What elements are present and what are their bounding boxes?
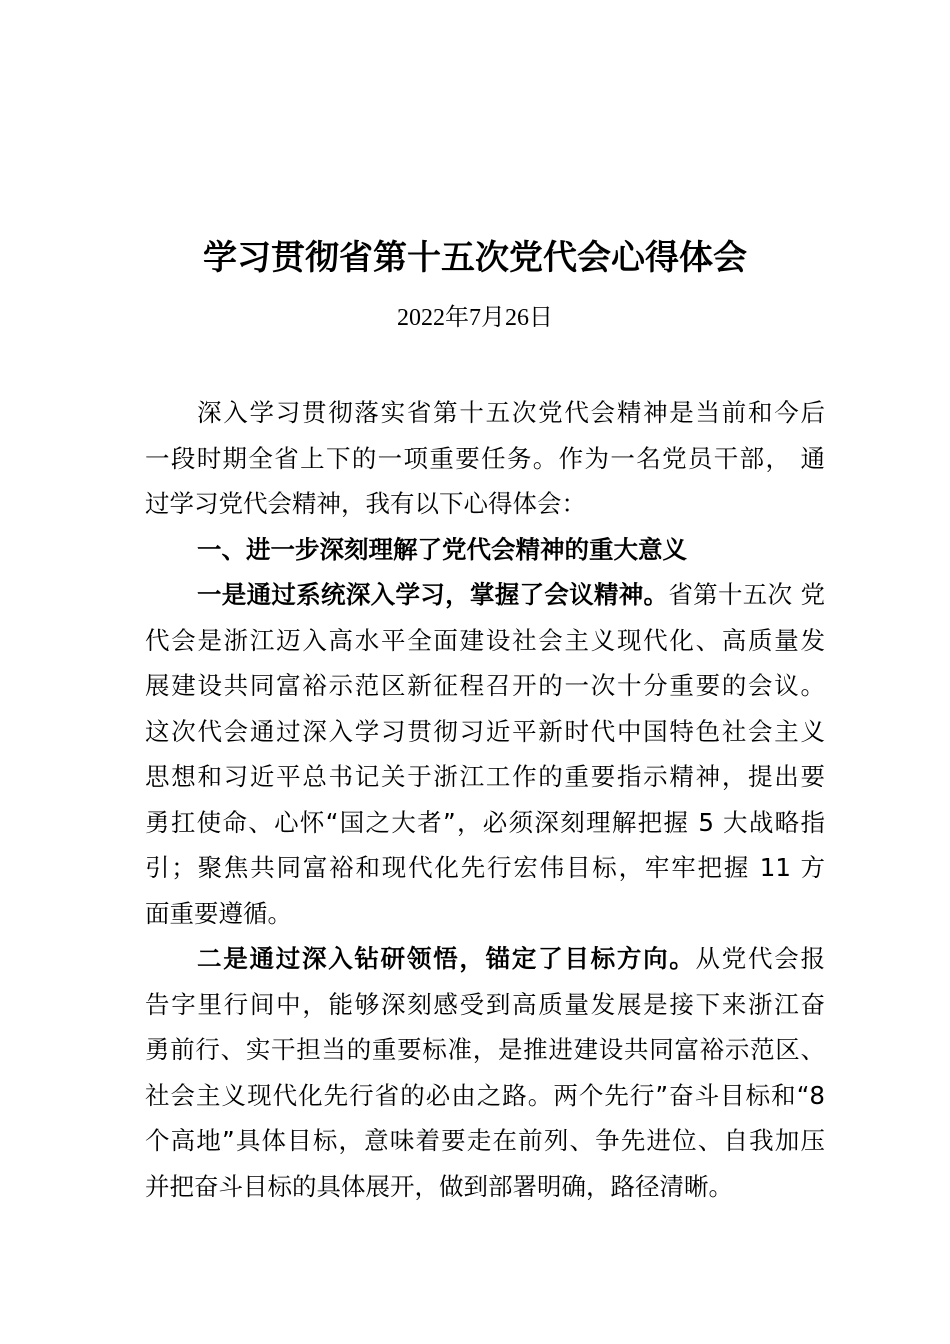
text-line [145, 1073, 825, 1119]
line-text: 代会是浙江迈入高水平全面建设社会主义现代化、高质量发 [145, 625, 825, 655]
text-line [145, 845, 825, 891]
line-text: 从党代会报 [695, 944, 826, 973]
text-line [145, 663, 825, 709]
line-text: 展建设共同富裕示范区新征程召开的一次十分重要的会议。 [145, 671, 825, 700]
text-line [145, 1027, 825, 1073]
text-line [145, 572, 825, 618]
text-line [145, 527, 825, 573]
document-date: 2022年7月26日 [397, 305, 553, 331]
line-text: 勇扛使命、心怀“国之大者”，必须深刻理解把握 5 大战略指 [145, 807, 825, 837]
text-line [145, 709, 825, 755]
line-text: 并把奋斗目标的具体展开，做到部署明确，路径清晰。 [145, 1171, 733, 1201]
line-text: 个高地”具体目标，意味着要走在前列、争先进位、自我加压 [145, 1126, 825, 1155]
line-text: 一段时期全省上下的一项重要任务。作为一名党员干部， 通 [145, 443, 825, 473]
text-line [145, 936, 825, 982]
document-title: 学习贯彻省第十五次党代会心得体会 [203, 238, 747, 278]
text-line [145, 1164, 825, 1210]
bold-heading: 一、进一步深刻理解了党代会精神的重大意义 [197, 534, 687, 564]
bold-heading: 一是通过系统深入学习，掌握了会议精神。 [197, 580, 669, 609]
text-line [145, 754, 825, 800]
line-text: 省第十五次 党 [668, 580, 825, 609]
line-text: 这次代会通过深入学习贯彻习近平新时代中国特色社会主义 [145, 716, 825, 746]
line-text: 社会主义现代化先行省的必由之路。两个先行”奋斗目标和“8 [145, 1080, 825, 1110]
text-line [145, 436, 825, 482]
line-text: 引；聚焦共同富裕和现代化先行宏伟目标，牢牢把握 11 方 [145, 853, 825, 882]
line-text: 深入学习贯彻落实省第十五次党代会精神是当前和今后 [197, 398, 825, 427]
line-text: 勇前行、实干担当的重要标准，是推进建设共同富裕示范区、 [145, 1035, 825, 1064]
line-text: 面重要遵循。 [145, 898, 292, 928]
text-line [145, 891, 825, 937]
text-line [145, 1118, 825, 1164]
text-line [145, 390, 825, 436]
text-line [145, 982, 825, 1028]
text-line [145, 481, 825, 527]
line-text: 过学习党代会精神，我有以下心得体会： [145, 489, 586, 518]
text-line [145, 618, 825, 664]
line-text: 思想和习近平总书记关于浙江工作的重要指示精神，提出要 [145, 762, 825, 791]
text-line [145, 800, 825, 846]
line-text: 告字里行间中，能够深刻感受到高质量发展是接下来浙江奋 [145, 989, 825, 1019]
bold-heading: 二是通过深入钻研领悟，锚定了目标方向。 [197, 944, 696, 973]
document-body [145, 390, 825, 1209]
